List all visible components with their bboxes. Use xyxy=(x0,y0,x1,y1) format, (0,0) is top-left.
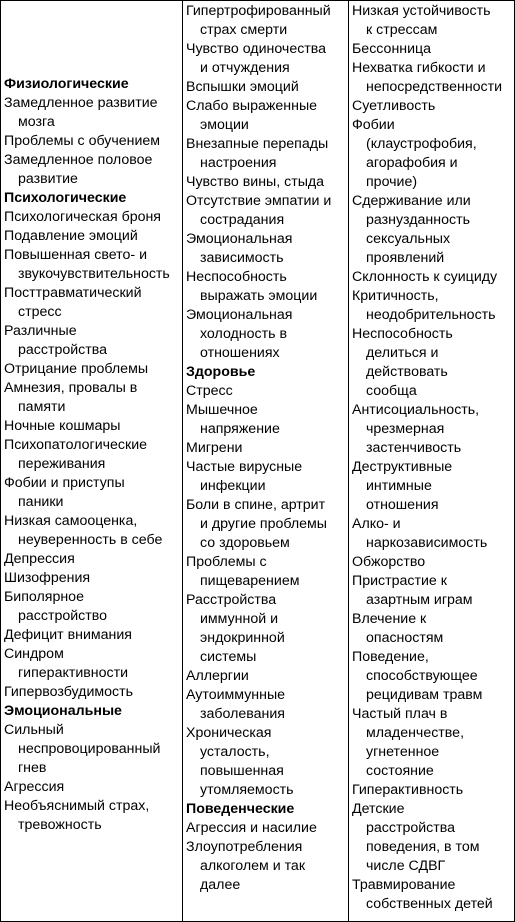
list-item xyxy=(186,230,348,268)
list-item-text: расстройства xyxy=(18,342,108,358)
list-item-text: Эмоциональная xyxy=(186,231,293,247)
list-item-text: Низкая устойчивость xyxy=(352,3,491,19)
list-item-text: Поведение, xyxy=(352,649,429,665)
list-item-text: повышенная xyxy=(200,763,284,779)
list-item-text: числе СДВГ xyxy=(366,858,446,874)
list-item-text: Повышенная свето- и xyxy=(4,247,147,263)
list-item-text: способствующее xyxy=(366,668,478,684)
list-item xyxy=(352,876,514,914)
list-item-text: Сдерживание или xyxy=(352,193,471,209)
list-item xyxy=(186,819,348,838)
list-item-text: застенчивость xyxy=(366,440,462,456)
list-item xyxy=(352,648,514,705)
list-item-text: холодность в xyxy=(200,326,287,342)
section-heading-text: Эмоциональные xyxy=(4,703,122,719)
list-item-text: переживания xyxy=(18,456,106,472)
list-item-text: отношения xyxy=(366,497,439,513)
list-item-text: Сильный xyxy=(4,722,64,738)
list-item xyxy=(352,97,514,116)
list-item-text: Гиперактивность xyxy=(352,782,464,798)
list-item-text: расстройства xyxy=(366,820,456,836)
list-item xyxy=(186,439,348,458)
list-item-text: наркозависимость xyxy=(366,535,488,551)
list-item-text: Агрессия xyxy=(4,779,65,795)
list-item-text: Расстройства xyxy=(186,592,277,608)
list-item xyxy=(4,550,182,569)
list-item-text: Мигрени xyxy=(186,440,243,456)
list-item xyxy=(4,227,182,246)
list-item xyxy=(4,284,182,322)
list-item-text: прочие) xyxy=(366,174,418,190)
list-item-text: Дефицит внимания xyxy=(4,627,132,643)
list-item xyxy=(352,116,514,192)
section-heading xyxy=(4,75,182,94)
list-item xyxy=(4,797,182,835)
list-item xyxy=(4,683,182,702)
list-item xyxy=(352,287,514,325)
list-item xyxy=(186,192,348,230)
list-item-text: чрезмерная xyxy=(366,421,445,437)
list-item-text: и отчуждения xyxy=(200,60,290,76)
list-item-text: неодобрительность xyxy=(366,307,496,323)
list-item-text: Замедленное половое xyxy=(4,152,153,168)
list-item-text: Замедленное развитие xyxy=(4,95,158,111)
list-item-text: заболевания xyxy=(200,706,285,722)
list-item-text: действовать xyxy=(366,364,448,380)
list-item-text: Депрессия xyxy=(4,551,75,567)
list-item-text: разнузданность xyxy=(366,212,470,228)
list-item xyxy=(186,401,348,439)
list-item xyxy=(186,553,348,591)
list-item-text: системы xyxy=(200,649,257,665)
list-item-text: к стрессам xyxy=(366,22,438,38)
list-item-text: Различные xyxy=(4,323,77,339)
list-item-text: выражать эмоции xyxy=(200,288,318,304)
list-item-text: усталость, xyxy=(200,744,270,760)
list-item xyxy=(352,2,514,40)
list-item xyxy=(4,417,182,436)
list-item-text: Злоупотребления xyxy=(186,839,303,855)
list-item xyxy=(4,322,182,360)
list-item-text: Гипертрофированный xyxy=(186,3,331,19)
list-item-text: младенчестве, xyxy=(366,725,465,741)
list-item xyxy=(352,515,514,553)
list-item-text: Амнезия, провалы в xyxy=(4,380,138,396)
list-item-text: интимные xyxy=(366,478,432,494)
list-item xyxy=(186,173,348,192)
list-item-text: Чувство одиночества xyxy=(186,41,327,57)
list-item-text: Посттравматический xyxy=(4,285,142,301)
list-item-text: Хроническая xyxy=(186,725,272,741)
list-item xyxy=(186,40,348,78)
list-item xyxy=(4,569,182,588)
list-item-text: Психопатологические xyxy=(4,437,148,453)
list-item xyxy=(4,151,182,189)
list-item xyxy=(352,268,514,287)
list-item xyxy=(186,686,348,724)
list-item xyxy=(4,512,182,550)
list-item-text: паники xyxy=(18,494,64,510)
list-item xyxy=(186,667,348,686)
list-item-text: Бессонница xyxy=(352,41,432,57)
list-item-text: гиперактивности xyxy=(18,665,129,681)
list-item xyxy=(4,132,182,151)
list-item-text: Синдром xyxy=(4,646,64,662)
list-item-text: настроения xyxy=(200,155,277,171)
list-item-text: Отрицание проблемы xyxy=(4,361,149,377)
section-heading xyxy=(186,800,348,819)
list-item-text: Слабо выраженные xyxy=(186,98,318,114)
list-item xyxy=(4,474,182,512)
table-column-2 xyxy=(183,1,349,921)
list-item-text: сообща xyxy=(366,383,417,399)
list-item-text: Деструктивные xyxy=(352,459,453,475)
list-item-text: Фобии и приступы xyxy=(4,475,125,491)
list-item xyxy=(4,626,182,645)
list-item-text: Биполярное xyxy=(4,589,84,605)
section-heading-text: Поведенческие xyxy=(186,801,295,817)
list-item xyxy=(4,360,182,379)
list-item xyxy=(352,800,514,876)
list-item-text: проявлений xyxy=(366,250,445,266)
list-item xyxy=(352,401,514,458)
list-item xyxy=(186,591,348,667)
list-item xyxy=(352,59,514,97)
list-item-text: Ночные кошмары xyxy=(4,418,121,434)
list-item xyxy=(352,553,514,572)
list-item-text: Проблемы с обучением xyxy=(4,133,161,149)
list-item-text: страх смерти xyxy=(200,22,288,38)
list-item-text: звукочувствительность xyxy=(18,266,170,282)
list-item-text: сострадания xyxy=(200,212,285,228)
list-item-text: Необъяснимый страх, xyxy=(4,798,150,814)
list-item-text: Суетливость xyxy=(352,98,436,114)
list-item xyxy=(186,78,348,97)
list-item-text: агорафобия и xyxy=(366,155,458,171)
list-item-text: делиться и xyxy=(366,345,439,361)
list-item-text: со здоровьем xyxy=(200,535,290,551)
list-item-text: зависимость xyxy=(200,250,284,266)
section-heading-text: Здоровье xyxy=(186,364,256,380)
list-item-text: развитие xyxy=(18,171,78,187)
list-item-text: эмоции xyxy=(200,117,249,133)
list-item-text: Неспособность xyxy=(186,269,287,285)
list-item-text: алкоголем и так xyxy=(200,858,306,874)
list-item xyxy=(186,838,348,895)
list-item-text: (клаустрофобия, xyxy=(366,136,477,152)
list-item-text: Критичность, xyxy=(352,288,439,304)
list-item-text: тревожность xyxy=(18,817,102,833)
list-item-text: неуверенность в себе xyxy=(18,532,163,548)
list-item-text: собственных детей xyxy=(366,896,493,912)
list-item-text: непосредственности xyxy=(366,79,503,95)
list-item-text: Обжорство xyxy=(352,554,426,570)
list-item-text: Внезапные перепады xyxy=(186,136,329,152)
list-item-text: угнетенное xyxy=(366,744,440,760)
list-item-text: Психологическая броня xyxy=(4,209,161,225)
list-item-text: утомляемость xyxy=(200,782,294,798)
list-item-text: эндокринной xyxy=(200,630,285,646)
list-item-text: азартным играм xyxy=(366,592,473,608)
list-item-text: Боли в спине, артрит xyxy=(186,497,326,513)
list-item-text: Стресс xyxy=(186,383,233,399)
list-item-text: Проблемы с xyxy=(186,554,267,570)
list-item-text: Эмоциональная xyxy=(186,307,293,323)
section-heading-text: Физиологические xyxy=(4,76,129,92)
list-item xyxy=(4,94,182,132)
list-item-text: Влечение к xyxy=(352,611,427,627)
list-item-text: пищеварением xyxy=(200,573,300,589)
list-item xyxy=(4,379,182,417)
list-item-text: Агрессия и насилие xyxy=(186,820,317,836)
list-item-text: напряжение xyxy=(200,421,280,437)
list-item xyxy=(4,588,182,626)
section-heading xyxy=(4,189,182,208)
list-item xyxy=(4,436,182,474)
list-item xyxy=(4,246,182,284)
list-item-text: Низкая самооценка, xyxy=(4,513,138,529)
list-item-text: Частые вирусные xyxy=(186,459,303,475)
list-item-text: рецидивам травм xyxy=(366,687,483,703)
list-item-text: гнев xyxy=(18,760,47,776)
list-item-text: Травмирование xyxy=(352,877,456,893)
list-item-text: поведения, в том xyxy=(366,839,480,855)
list-item-text: далее xyxy=(200,877,241,893)
list-item-text: Неспособность xyxy=(352,326,453,342)
list-item-text: состояние xyxy=(366,763,434,779)
list-item xyxy=(186,306,348,363)
list-item xyxy=(352,610,514,648)
list-item-text: мозга xyxy=(18,114,55,130)
table-column-1 xyxy=(1,1,183,921)
list-item-text: Вспышки эмоций xyxy=(186,79,299,95)
list-item xyxy=(352,40,514,59)
list-item-text: неспровоцированный xyxy=(18,741,161,757)
list-item-text: Аллергии xyxy=(186,668,249,684)
list-item-text: стресс xyxy=(18,304,62,320)
list-item xyxy=(4,778,182,797)
list-item-text: Чувство вины, стыда xyxy=(186,174,325,190)
list-item-text: Аутоиммунные xyxy=(186,687,286,703)
list-item-text: Детские xyxy=(352,801,405,817)
list-item-text: Склонность к суициду xyxy=(352,269,498,285)
list-item-text: Отсутствие эмпатии и xyxy=(186,193,332,209)
list-item-text: Фобии xyxy=(352,117,395,133)
list-item-text: Гипервозбудимость xyxy=(4,684,133,700)
list-item-text: и другие проблемы xyxy=(200,516,327,532)
list-item xyxy=(186,724,348,800)
list-item-text: сексуальных xyxy=(366,231,451,247)
table-column-3 xyxy=(349,1,514,921)
list-item xyxy=(352,781,514,800)
list-item-text: Пристрастие к xyxy=(352,573,447,589)
list-item xyxy=(186,97,348,135)
section-heading xyxy=(186,363,348,382)
list-item xyxy=(186,2,348,40)
list-item-text: опасностям xyxy=(366,630,444,646)
list-item xyxy=(352,192,514,268)
list-item xyxy=(186,135,348,173)
list-item-text: Шизофрения xyxy=(4,570,91,586)
list-item xyxy=(186,382,348,401)
list-item-text: расстройство xyxy=(18,608,108,624)
list-item-text: Нехватка гибкости и xyxy=(352,60,486,76)
list-item-text: Подавление эмоций xyxy=(4,228,138,244)
list-item xyxy=(186,496,348,553)
list-item-text: памяти xyxy=(18,399,66,415)
list-item xyxy=(352,572,514,610)
list-item-text: Частый плач в xyxy=(352,706,448,722)
list-item xyxy=(4,645,182,683)
section-heading xyxy=(4,702,182,721)
list-item-text: инфекции xyxy=(200,478,266,494)
list-item xyxy=(186,458,348,496)
list-item xyxy=(352,325,514,401)
list-item xyxy=(4,721,182,778)
list-item-text: иммунной и xyxy=(200,611,279,627)
list-item-text: Мышечное xyxy=(186,402,258,418)
section-heading-text: Психологические xyxy=(4,190,127,206)
list-item-text: Антисоциальность, xyxy=(352,402,480,418)
list-item-text: отношениях xyxy=(200,345,280,361)
list-item xyxy=(352,458,514,515)
list-item xyxy=(352,705,514,781)
list-item xyxy=(4,208,182,227)
list-item xyxy=(186,268,348,306)
list-item-text: Алко- и xyxy=(352,516,401,532)
